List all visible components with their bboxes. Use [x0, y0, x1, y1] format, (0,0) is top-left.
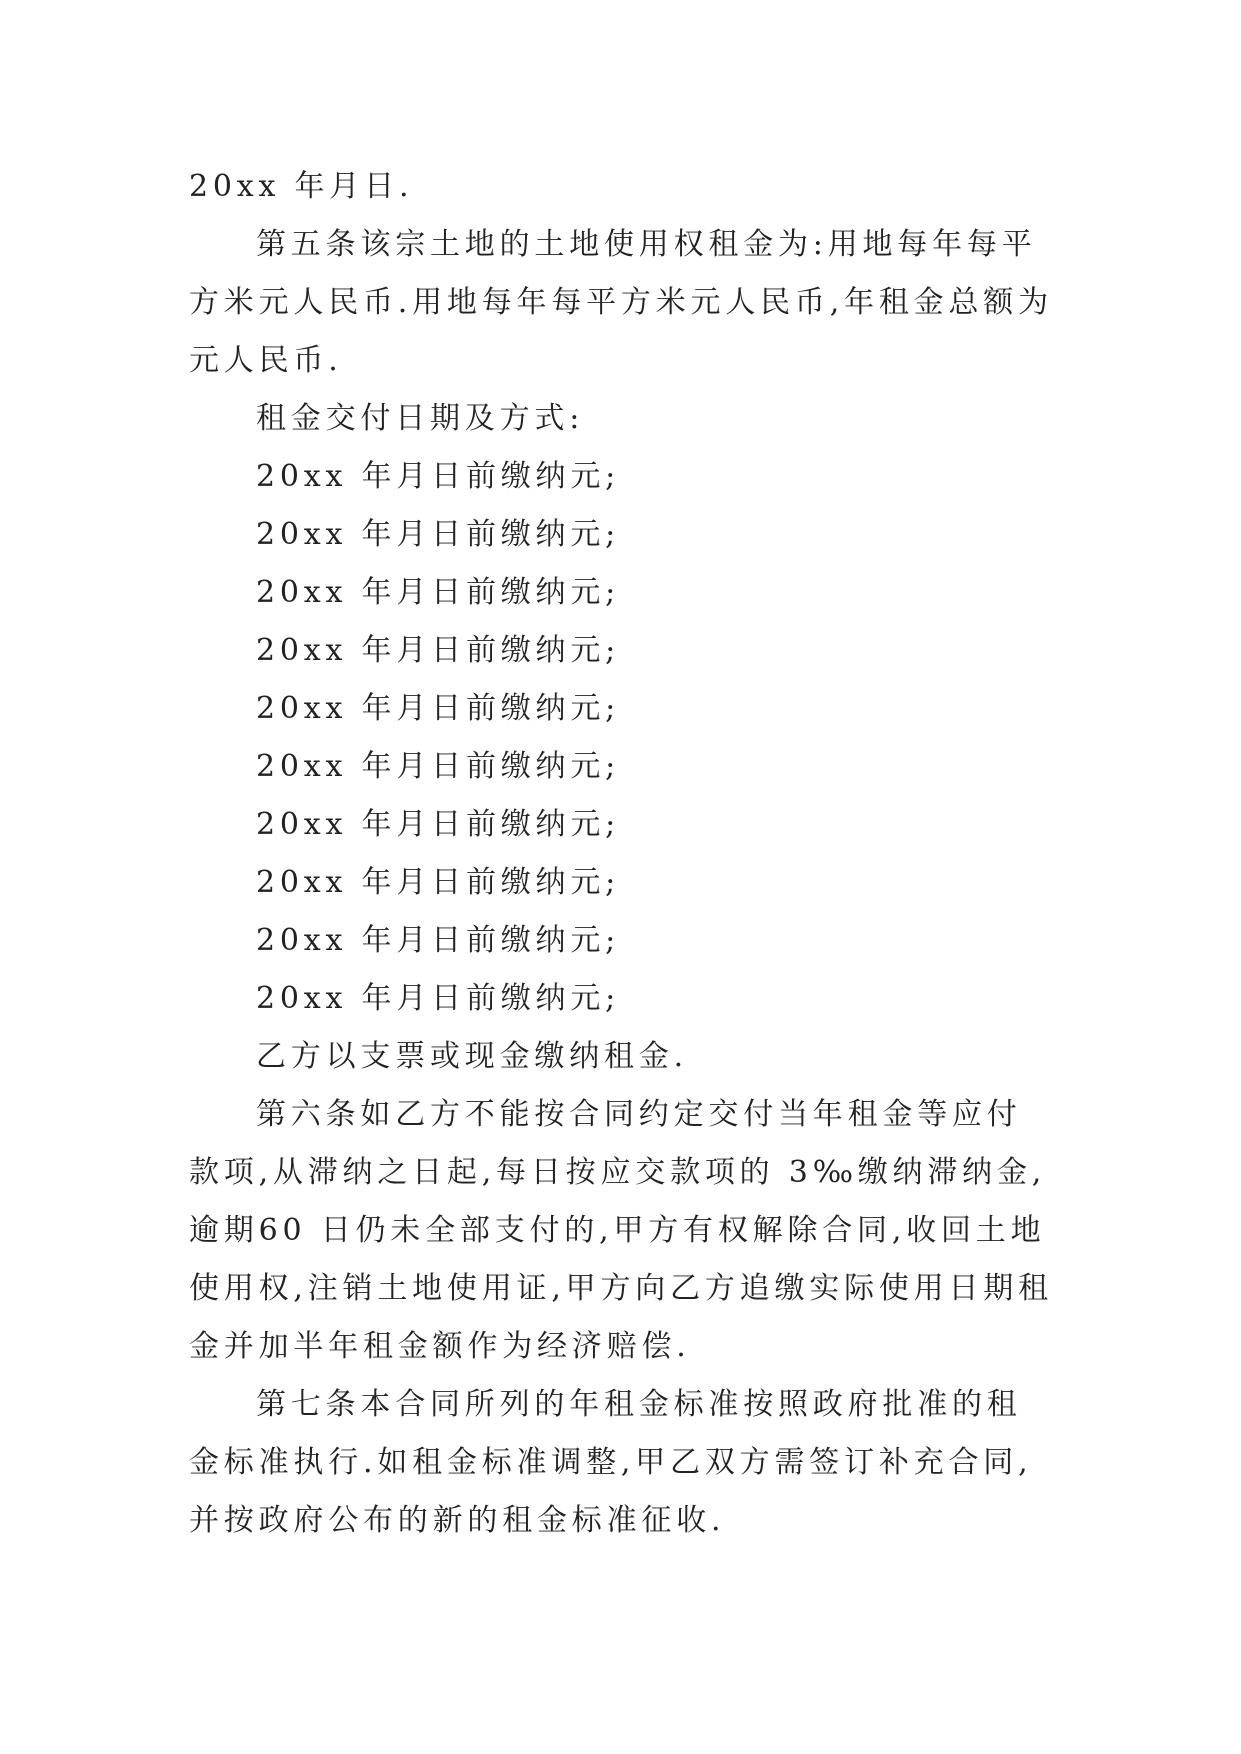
payment-item: 20xx 年月日前缴纳元;	[256, 865, 621, 900]
paragraph-payment-heading: 租金交付日期及方式:	[256, 401, 585, 436]
payment-item: 20xx 年月日前缴纳元;	[256, 517, 621, 552]
payment-item: 20xx 年月日前缴纳元;	[256, 459, 621, 494]
payment-item: 20xx 年月日前缴纳元;	[256, 575, 621, 610]
payment-item: 20xx 年月日前缴纳元;	[256, 749, 621, 784]
paragraph-article-5: 第五条该宗土地的土地使用权租金为:用地每年每平方米元人民币.用地每年每平方米元人民币,年租金总额为元人民币.	[189, 227, 1053, 378]
payment-item: 20xx 年月日前缴纳元;	[256, 691, 621, 726]
document-body	[189, 158, 1055, 1550]
paragraph-date-line: 20xx 年月日.	[189, 169, 414, 204]
paragraph-article-7: 第七条本合同所列的年租金标准按照政府批准的租金标准执行.如租金标准调整,甲乙双方需签订补充合同,并按政府公布的新的租金标准征收.	[189, 1387, 1033, 1538]
payment-item: 20xx 年月日前缴纳元;	[256, 633, 621, 668]
payment-item: 20xx 年月日前缴纳元;	[256, 981, 621, 1016]
payment-item: 20xx 年月日前缴纳元;	[256, 923, 621, 958]
paragraph-payment-method: 乙方以支票或现金缴纳租金.	[256, 1039, 688, 1074]
payment-item: 20xx 年月日前缴纳元;	[256, 807, 621, 842]
paragraph-article-6: 第六条如乙方不能按合同约定交付当年租金等应付款项,从滞纳之日起,每日按应交款项的 3‰缴纳滞纳金,逾期60 日仍未全部支付的,甲方有权解除合同,收回土地使用权,注销土地使用证,甲方向乙方追缴实际使用日期租金并加半年租金额作为经济赔偿.	[189, 1097, 1053, 1364]
